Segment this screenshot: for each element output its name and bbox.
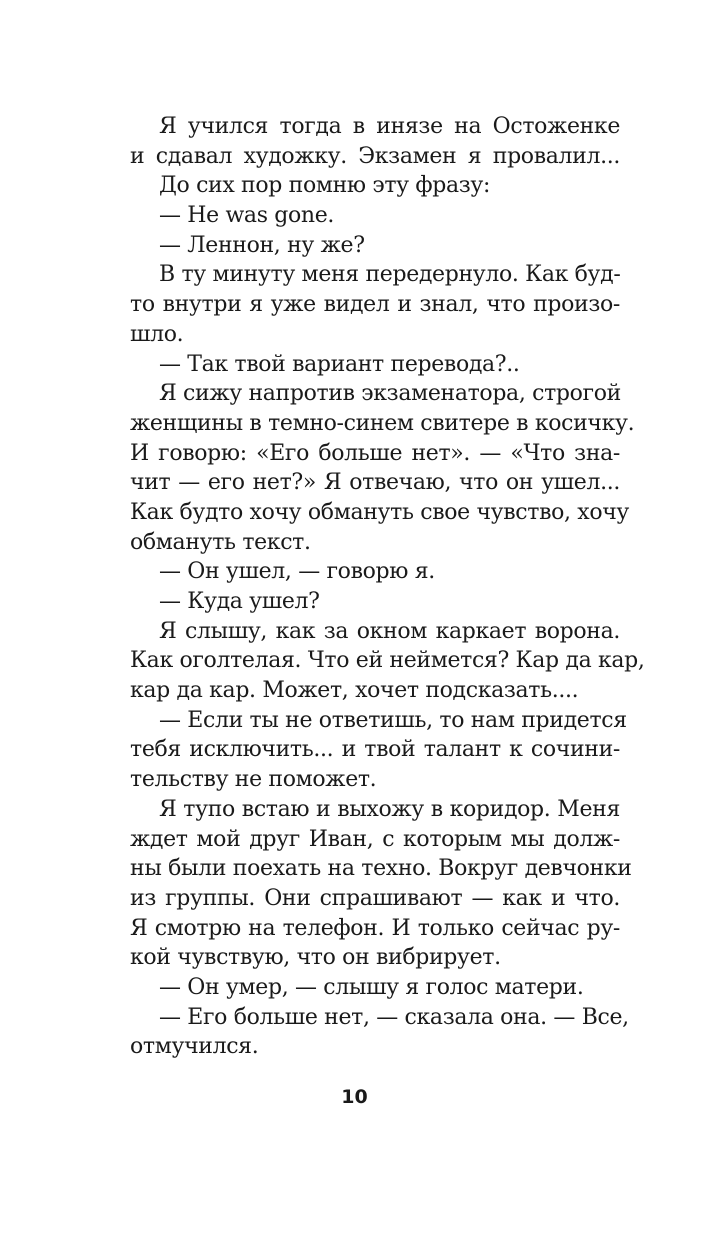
text-line: — Так твой вариант перевода?..	[159, 351, 520, 377]
text-line: отмучился.	[130, 1034, 259, 1060]
text-line: — He was gone.	[159, 203, 335, 229]
text-line: женщины в темно-синем свитере в косичку.	[130, 410, 635, 436]
text-line: — Если ты не ответишь, то нам придется	[159, 707, 627, 733]
text-block	[130, 112, 645, 1062]
text-line: кой чувствую, что он вибрирует.	[130, 945, 501, 971]
text-line: тельству не поможет.	[130, 767, 377, 793]
text-line: Я учился тогда в инязе на Остоженке	[159, 114, 620, 139]
text-line: До сих пор помню эту фразу:	[159, 173, 491, 199]
text-line: Как будто хочу обмануть свое чувство, хочу	[130, 499, 630, 525]
text-line: — Его больше нет, — сказала она. — Все,	[159, 1004, 629, 1030]
text-line: и сдавал художку. Экзамен я провалил...	[130, 143, 620, 169]
text-line: Я сижу напротив экзаменатора, строгой	[159, 381, 621, 407]
text-line: тебя исключить... и твой талант к сочини-	[130, 737, 620, 763]
text-line: — Куда ушел?	[159, 589, 320, 614]
text-line: — Он умер, — слышу я голос матери.	[159, 974, 584, 1000]
text-line: кар да кар. Может, хочет подсказать....	[130, 678, 579, 704]
text-line: И говорю: «Его больше нет». — «Что зна-	[130, 440, 620, 466]
text-line: ждет мой друг Иван, с которым мы долж-	[130, 826, 620, 852]
text-line: В ту минуту меня передернуло. Как буд-	[159, 262, 621, 288]
text-line: из группы. Они спрашивают — как и что.	[130, 885, 620, 911]
text-line: Я смотрю на телефон. И только сейчас ру-	[130, 915, 620, 941]
text-line: — Он ушел, — говорю я.	[159, 559, 435, 585]
text-line: чит — его нет?» Я отвечаю, что он ушел...	[130, 470, 620, 496]
text-line: — Леннон, ну же?	[159, 232, 365, 258]
text-line: Как оголтелая. Что ей неймется? Кар да кар,	[130, 648, 645, 674]
text-line: обмануть текст.	[130, 529, 311, 555]
text-line: то внутри я уже видел и знал, что произо-	[130, 292, 620, 318]
text-line: шло.	[130, 321, 184, 347]
text-line: ны были поехать на техно. Вокруг девчонки	[130, 856, 632, 882]
text-line: Я тупо встаю и выхожу в коридор. Меня	[159, 796, 620, 822]
page-number: 10	[341, 1086, 368, 1108]
text-line: Я слышу, как за окном каркает ворона.	[159, 618, 620, 644]
